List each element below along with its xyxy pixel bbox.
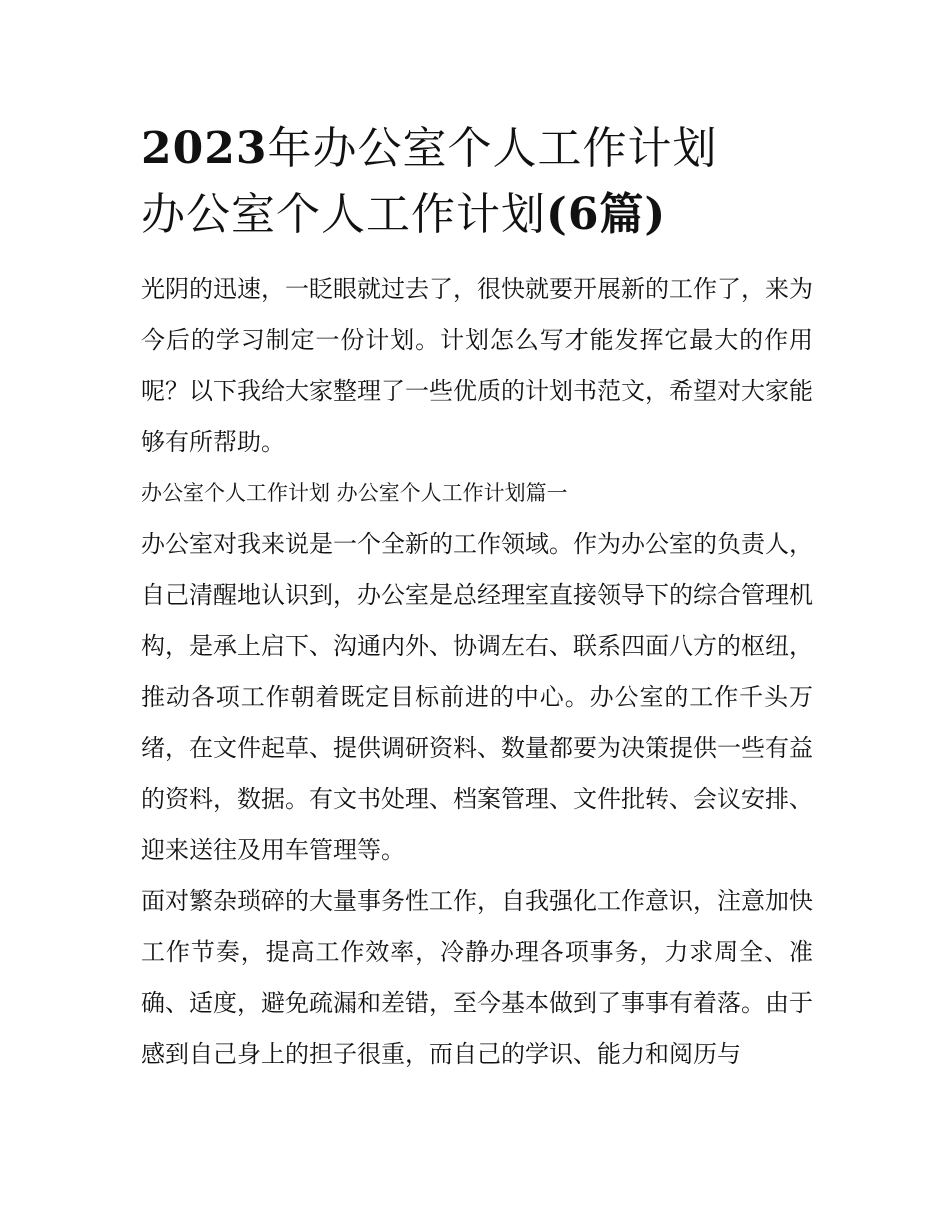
document-title bbox=[141, 116, 813, 248]
title-line-2-text: 办公室个人工作计划 bbox=[141, 189, 546, 240]
title-line-2 bbox=[141, 182, 813, 248]
section-heading: 办公室个人工作计划 办公室个人工作计划篇一 bbox=[141, 481, 568, 505]
title-year: 2023 bbox=[141, 123, 268, 174]
title-line-1 bbox=[141, 116, 813, 182]
body-paragraph-2: 面对繁杂琐碎的大量事务性工作，自我强化工作意识，注意加快工作节奏，提高工作效率，冷静办理各项事务，力求周全、准确、适度，避免疏漏和差错，至今基本做到了事事有着落。由于感到自己身上的担子很重，而自己的学识、能力和阅历与 bbox=[141, 887, 813, 1068]
intro-paragraph: 光阴的迅速，一眨眼就过去了，很快就要开展新的工作了，来为今后的学习制定一份计划。计划怎么写才能发挥它最大的作用呢？以下我给大家整理了一些优质的计划书范文，希望对大家能够有所帮助。 bbox=[141, 275, 813, 456]
document-page bbox=[141, 116, 813, 1080]
title-line-1-text: 年办公室个人工作计划 bbox=[267, 123, 718, 174]
body-paragraph-1: 办公室对我来说是一个全新的工作领域。作为办公室的负责人，自己清醒地认识到，办公室是总经理室直接领导下的综合管理机构，是承上启下、沟通内外、协调左右、联系四面八方的枢纽，推动各项工作朝着既定目标前进的中心。办公室的工作千头万绪，在文件起草、提供调研资料、数量都要为决策提供一些有益的资料，数据。有文书处理、档案管理、文件批转、会议安排、迎来送往及用车管理等。 bbox=[141, 530, 813, 864]
title-count: (6篇) bbox=[546, 189, 667, 240]
